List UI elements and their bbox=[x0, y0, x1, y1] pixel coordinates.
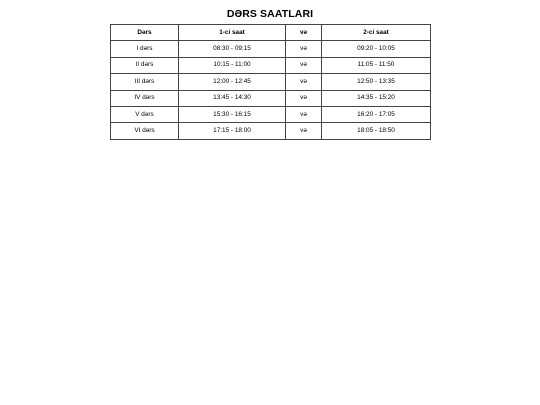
first-hour-time: 10:15 - 11:00 bbox=[179, 57, 286, 73]
and-text: və bbox=[286, 106, 322, 122]
lesson-name: III dərs bbox=[111, 74, 179, 90]
second-hour-time: 11:05 - 11:50 bbox=[322, 57, 431, 73]
table-row bbox=[111, 90, 431, 106]
table-row bbox=[111, 106, 431, 122]
table-row bbox=[111, 41, 431, 57]
header-first-hour: 1-ci saat bbox=[179, 25, 286, 41]
table-row bbox=[111, 123, 431, 139]
header-second-hour: 2-ci saat bbox=[322, 25, 431, 41]
header-and: və bbox=[286, 25, 322, 41]
and-text: və bbox=[286, 41, 322, 57]
lesson-name: IV dərs bbox=[111, 90, 179, 106]
lesson-name: II dərs bbox=[111, 57, 179, 73]
second-hour-time: 09:20 - 10:05 bbox=[322, 41, 431, 57]
table-row bbox=[111, 74, 431, 90]
and-text: və bbox=[286, 74, 322, 90]
second-hour-time: 16:20 - 17:05 bbox=[322, 106, 431, 122]
and-text: və bbox=[286, 57, 322, 73]
and-text: və bbox=[286, 90, 322, 106]
lesson-schedule-table bbox=[110, 24, 431, 140]
second-hour-time: 18:05 - 18:50 bbox=[322, 123, 431, 139]
page-title: DƏRS SAATLARI bbox=[226, 8, 314, 20]
first-hour-time: 13:45 - 14:30 bbox=[179, 90, 286, 106]
first-hour-time: 08:30 - 09:15 bbox=[179, 41, 286, 57]
lesson-name: VI dərs bbox=[111, 123, 179, 139]
first-hour-time: 17:15 - 18:00 bbox=[179, 123, 286, 139]
table-header-row bbox=[111, 25, 431, 41]
lesson-name: V dərs bbox=[111, 106, 179, 122]
first-hour-time: 12:00 - 12:45 bbox=[179, 74, 286, 90]
second-hour-time: 12:50 - 13:35 bbox=[322, 74, 431, 90]
table-row bbox=[111, 57, 431, 73]
and-text: və bbox=[286, 123, 322, 139]
second-hour-time: 14:35 - 15:20 bbox=[322, 90, 431, 106]
header-lesson: Dərs bbox=[111, 25, 179, 41]
lesson-name: I dərs bbox=[111, 41, 179, 57]
first-hour-time: 15:30 - 16:15 bbox=[179, 106, 286, 122]
